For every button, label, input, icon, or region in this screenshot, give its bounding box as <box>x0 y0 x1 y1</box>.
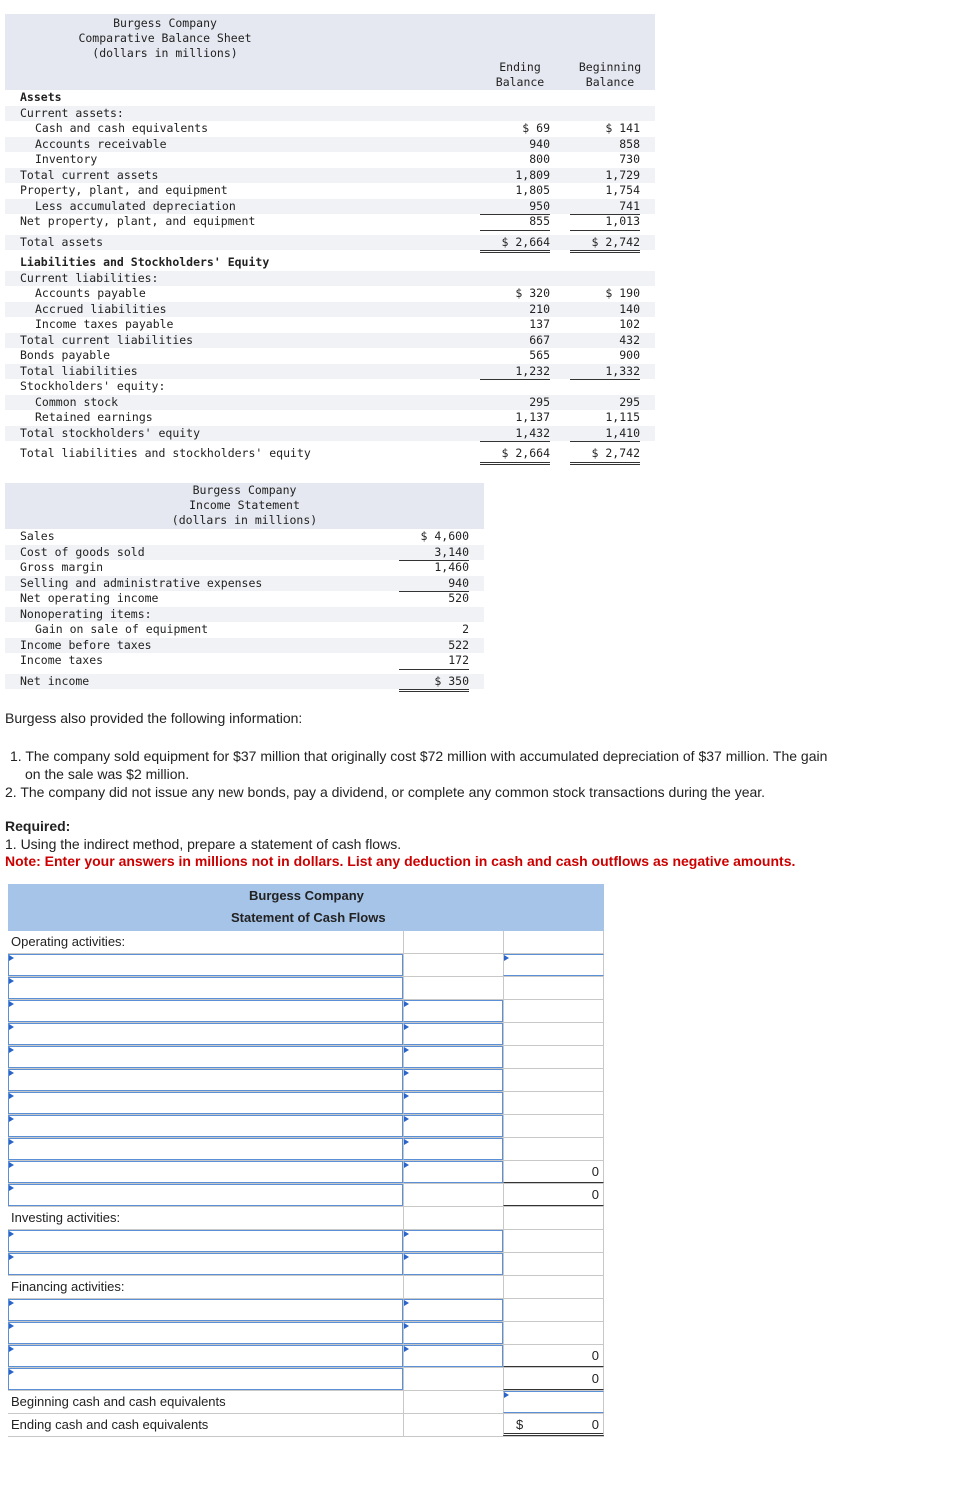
amount-input[interactable] <box>403 1299 503 1321</box>
balance-sheet-title: Burgess Company <box>113 16 217 30</box>
row-label: Liabilities and Stockholders' Equity <box>20 255 270 269</box>
description-cell <box>8 931 403 953</box>
balance-sheet-row <box>5 395 655 411</box>
cash-flow-row <box>8 1115 604 1138</box>
row-label: Accrued liabilities <box>35 301 167 316</box>
row-label: Total assets <box>20 234 104 249</box>
beginning-value: 741 <box>570 199 640 216</box>
computed-total: 0 <box>591 1187 599 1202</box>
ending-value: 1,809 <box>515 167 550 182</box>
row-label: Gain on sale of equipment <box>35 622 209 636</box>
beginning-value: $ 2,742 <box>570 446 640 465</box>
cash-flow-row <box>8 1046 604 1069</box>
total-input[interactable] <box>503 954 604 976</box>
cash-flow-row <box>8 1391 604 1414</box>
cash-flow-rows <box>8 931 604 1437</box>
beginning-value: $ 190 <box>605 286 640 300</box>
ending-value: 855 <box>480 214 550 231</box>
line-item-input[interactable] <box>8 1368 403 1390</box>
computed-total: 0 <box>591 1417 599 1432</box>
beginning-value: 1,115 <box>570 410 640 427</box>
balance-sheet-rows <box>5 90 655 462</box>
row-label: Accounts receivable <box>35 136 167 151</box>
col-ending-balance: Ending Balance <box>495 60 545 89</box>
ending-value: 1,432 <box>480 426 550 443</box>
total-cell <box>503 1092 604 1114</box>
description-cell <box>8 1391 403 1413</box>
amount-value: 522 <box>448 637 469 652</box>
row-label: Net operating income <box>20 591 159 605</box>
amount-input[interactable] <box>403 1023 503 1045</box>
amount-value: $ 4,600 <box>420 529 469 543</box>
ending-value: 1,232 <box>480 364 550 381</box>
total-cell <box>503 1069 604 1091</box>
ending-value: $ 69 <box>522 121 550 135</box>
info-item-1: 1. The company sold equipment for $37 million that originally cost $72 million with accumulated depreciation of $37 million. The gain <box>10 748 828 764</box>
income-statement-row <box>5 674 484 690</box>
row-label: Less accumulated depreciation <box>35 198 236 213</box>
amount-cell <box>403 1368 503 1390</box>
total-cell <box>503 1253 604 1275</box>
line-item-input[interactable] <box>8 1000 403 1022</box>
cash-flow-row <box>8 1092 604 1115</box>
ending-value: $ 2,664 <box>480 235 550 254</box>
balance-sheet-row <box>5 426 655 442</box>
beginning-value: 1,754 <box>605 183 640 197</box>
dollar-sign: $ <box>516 1417 524 1432</box>
total-cell <box>503 931 604 953</box>
line-item-input[interactable] <box>8 1322 403 1344</box>
amount-input[interactable] <box>403 1046 503 1068</box>
total-input[interactable] <box>503 1391 604 1413</box>
row-label: Total current assets <box>20 167 159 182</box>
balance-sheet-row <box>5 255 655 271</box>
cash-flow-row <box>8 1069 604 1092</box>
cash-flow-row <box>8 1000 604 1023</box>
total-cell <box>503 1207 604 1229</box>
total-cell <box>503 1322 604 1344</box>
line-item-input[interactable] <box>8 1138 403 1160</box>
row-label: Total liabilities and stockholders' equity <box>20 446 311 460</box>
balance-sheet-row <box>5 286 655 302</box>
ending-value: 800 <box>480 152 550 169</box>
amount-cell <box>403 977 503 999</box>
row-label: Net property, plant, and equipment <box>20 214 256 228</box>
ending-value: 295 <box>529 394 550 409</box>
row-label: Cash and cash equivalents <box>35 121 209 135</box>
description-cell <box>8 1276 403 1298</box>
row-label: Income before taxes <box>20 637 152 652</box>
amount-value: $ 350 <box>399 674 469 693</box>
income-statement-title: Burgess Company <box>192 483 297 497</box>
amount-cell <box>403 954 503 976</box>
income-statement-header <box>5 483 484 529</box>
computed-total: 0 <box>591 1371 599 1386</box>
row-label: Net income <box>20 673 90 688</box>
amount-value: 172 <box>399 653 469 670</box>
income-statement-row <box>5 529 484 545</box>
row-label: Stockholders' equity: <box>20 379 166 393</box>
amount-input[interactable] <box>403 1345 503 1367</box>
total-cell <box>503 1345 604 1367</box>
line-item-input[interactable] <box>8 1115 403 1137</box>
income-statement-row <box>5 591 484 607</box>
cash-flow-row <box>8 1023 604 1046</box>
line-item-input[interactable] <box>8 1046 403 1068</box>
ending-value: 667 <box>529 332 550 347</box>
income-statement-row <box>5 607 484 623</box>
computed-total: 0 <box>591 1164 599 1179</box>
total-cell <box>503 1138 604 1160</box>
ending-value: 565 <box>480 348 550 365</box>
amount-cell <box>403 1414 503 1436</box>
row-label: Cost of goods sold <box>20 544 145 559</box>
cash-flow-row <box>8 1368 604 1391</box>
amount-cell <box>403 1207 503 1229</box>
total-cell <box>503 1414 604 1436</box>
cash-flow-row <box>8 977 604 1000</box>
ending-value: 950 <box>480 199 550 216</box>
row-label: Retained earnings <box>35 410 153 424</box>
balance-sheet-row <box>5 271 655 287</box>
line-item-input[interactable] <box>8 1345 403 1367</box>
balance-sheet-row <box>5 446 655 462</box>
beginning-value: 900 <box>570 348 640 365</box>
line-item-input[interactable] <box>8 1184 403 1206</box>
row-label: Total current liabilities <box>20 332 194 347</box>
income-statement-row <box>5 622 484 638</box>
cash-flow-row <box>8 1322 604 1345</box>
row-label: Total liabilities <box>20 363 138 378</box>
beginning-value: 730 <box>570 152 640 169</box>
line-item-input[interactable] <box>8 977 403 999</box>
computed-total: 0 <box>591 1348 599 1363</box>
amount-cell <box>403 931 503 953</box>
row-label: Inventory <box>35 152 98 166</box>
operating-activities-label: Operating activities: <box>11 934 126 949</box>
ending-value: 1,137 <box>480 410 550 427</box>
amount-cell <box>403 1391 503 1413</box>
balance-sheet-row <box>5 168 655 184</box>
balance-sheet <box>5 14 655 462</box>
line-item-input[interactable] <box>8 954 403 976</box>
beginning-value: $ 141 <box>605 121 640 135</box>
cash-flow-row <box>8 1345 604 1368</box>
line-item-input[interactable] <box>8 1299 403 1321</box>
total-cell <box>503 1000 604 1022</box>
total-cell <box>503 977 604 999</box>
col-beginning-balance: Beginning Balance <box>578 60 642 89</box>
balance-sheet-row <box>5 183 655 199</box>
amount-value: 3,140 <box>399 545 469 562</box>
beginning-value: 1,332 <box>570 364 640 381</box>
beginning-value: 1,013 <box>570 214 640 231</box>
balance-sheet-row <box>5 235 655 251</box>
total-cell <box>503 1023 604 1045</box>
beginning-value: 1,410 <box>570 426 640 443</box>
amount-value: 520 <box>448 591 469 605</box>
cash-flow-row <box>8 1138 604 1161</box>
beginning-value: 1,729 <box>605 167 640 182</box>
beginning-value: $ 2,742 <box>570 235 640 254</box>
line-item-input[interactable] <box>8 1230 403 1252</box>
cash-flow-row <box>8 1276 604 1299</box>
beginning-value: 295 <box>619 394 640 409</box>
row-label: Current liabilities: <box>20 270 159 285</box>
cash-flow-row <box>8 1161 604 1184</box>
cash-flow-row <box>8 1184 604 1207</box>
row-label: Bonds payable <box>20 348 111 362</box>
total-cell <box>503 1115 604 1137</box>
ending-value: $ 320 <box>515 286 550 300</box>
amount-value: 1,460 <box>434 560 469 574</box>
beginning-cash-label: Beginning cash and cash equivalents <box>11 1394 226 1409</box>
info-item-2: 2. The company did not issue any new bonds, pay a dividend, or complete any common stock transactions during the year. <box>5 784 766 800</box>
row-label: Income taxes <box>20 653 104 667</box>
cash-flow-row <box>8 931 604 954</box>
ending-value: 210 <box>529 301 550 316</box>
amount-input[interactable] <box>403 1138 503 1160</box>
ending-value: $ 2,664 <box>480 446 550 465</box>
income-statement-row <box>5 638 484 654</box>
amount-cell <box>403 1184 503 1206</box>
balance-sheet-row <box>5 106 655 122</box>
balance-sheet-row <box>5 317 655 333</box>
row-label: Sales <box>20 529 55 543</box>
required-heading: Required: <box>5 818 71 834</box>
amount-input[interactable] <box>403 1115 503 1137</box>
investing-activities-label: Investing activities: <box>11 1210 121 1225</box>
beginning-value: 432 <box>619 332 640 347</box>
required-1: 1. Using the indirect method, prepare a statement of cash flows. <box>5 836 402 852</box>
balance-sheet-row <box>5 214 655 230</box>
total-cell <box>503 1161 604 1183</box>
amount-input[interactable] <box>403 1069 503 1091</box>
cash-flow-row <box>8 954 604 977</box>
total-cell <box>503 1276 604 1298</box>
description-cell <box>8 1207 403 1229</box>
amount-value: 940 <box>399 576 469 593</box>
balance-sheet-row <box>5 302 655 318</box>
amount-cell <box>403 1276 503 1298</box>
cash-flow-row <box>8 1253 604 1276</box>
cash-flow-subtitle: Statement of Cash Flows <box>231 910 386 925</box>
row-label: Current assets: <box>20 105 124 120</box>
balance-sheet-subtitle: Comparative Balance Sheet <box>78 31 252 45</box>
note-text: Note: Enter your answers in millions not in dollars. List any deduction in cash and cash outflows as negative amounts. <box>5 853 796 869</box>
total-cell <box>503 1184 604 1206</box>
row-label: Income taxes payable <box>35 317 174 331</box>
cash-flow-header <box>8 884 604 931</box>
beginning-value: 140 <box>619 301 640 316</box>
income-statement-units: (dollars in millions) <box>171 513 318 527</box>
income-statement-rows <box>5 529 484 689</box>
income-statement-row <box>5 576 484 592</box>
balance-sheet-row <box>5 333 655 349</box>
income-statement-subtitle: Income Statement <box>189 498 300 512</box>
balance-sheet-header <box>5 14 655 90</box>
line-item-input[interactable] <box>8 1161 403 1183</box>
amount-input[interactable] <box>403 1092 503 1114</box>
line-item-input[interactable] <box>8 1023 403 1045</box>
balance-sheet-row <box>5 137 655 153</box>
ending-value: 137 <box>480 317 550 334</box>
row-label: Selling and administrative expenses <box>20 575 263 590</box>
amount-input[interactable] <box>403 1253 503 1275</box>
balance-sheet-row <box>5 90 655 106</box>
balance-sheet-row <box>5 152 655 168</box>
line-item-input[interactable] <box>8 1069 403 1091</box>
ending-cash-label: Ending cash and cash equivalents <box>11 1417 209 1432</box>
amount-input[interactable] <box>403 1322 503 1344</box>
cash-flow-row <box>8 1207 604 1230</box>
row-label: Gross margin <box>20 560 104 574</box>
cash-flow-title: Burgess Company <box>249 888 364 903</box>
amount-input[interactable] <box>403 1230 503 1252</box>
row-label: Property, plant, and equipment <box>20 183 228 197</box>
row-label: Total stockholders' equity <box>20 425 201 440</box>
row-label: Nonoperating items: <box>20 606 152 621</box>
balance-sheet-row <box>5 199 655 215</box>
line-item-input[interactable] <box>8 1253 403 1275</box>
total-cell <box>503 1230 604 1252</box>
beginning-value: 102 <box>570 317 640 334</box>
balance-sheet-units: (dollars in millions) <box>92 46 238 60</box>
total-cell <box>503 1299 604 1321</box>
amount-input[interactable] <box>403 1161 503 1183</box>
income-statement-row <box>5 545 484 561</box>
cash-flow-row <box>8 1230 604 1253</box>
line-item-input[interactable] <box>8 1092 403 1114</box>
income-statement-row <box>5 653 484 669</box>
income-statement-row <box>5 560 484 576</box>
total-cell <box>503 1046 604 1068</box>
balance-sheet-row <box>5 410 655 426</box>
info-item-1-cont: on the sale was $2 million. <box>25 766 190 782</box>
cash-flow-row <box>8 1299 604 1322</box>
amount-value: 2 <box>399 622 469 639</box>
row-label: Assets <box>20 90 62 104</box>
ending-value: 940 <box>529 136 550 151</box>
balance-sheet-row <box>5 121 655 137</box>
balance-sheet-row <box>5 348 655 364</box>
amount-input[interactable] <box>403 1000 503 1022</box>
description-cell <box>8 1414 403 1436</box>
intro-text: Burgess also provided the following information: <box>5 710 303 726</box>
financing-activities-label: Financing activities: <box>11 1279 125 1294</box>
row-label: Common stock <box>35 394 119 409</box>
row-label: Accounts payable <box>35 286 146 300</box>
balance-sheet-row <box>5 379 655 395</box>
balance-sheet-row <box>5 364 655 380</box>
income-statement <box>5 483 484 689</box>
beginning-value: 858 <box>619 136 640 151</box>
cash-flow-row <box>8 1414 604 1437</box>
ending-value: 1,805 <box>515 183 550 197</box>
total-cell <box>503 1368 604 1390</box>
cash-flow-statement <box>8 884 604 1437</box>
